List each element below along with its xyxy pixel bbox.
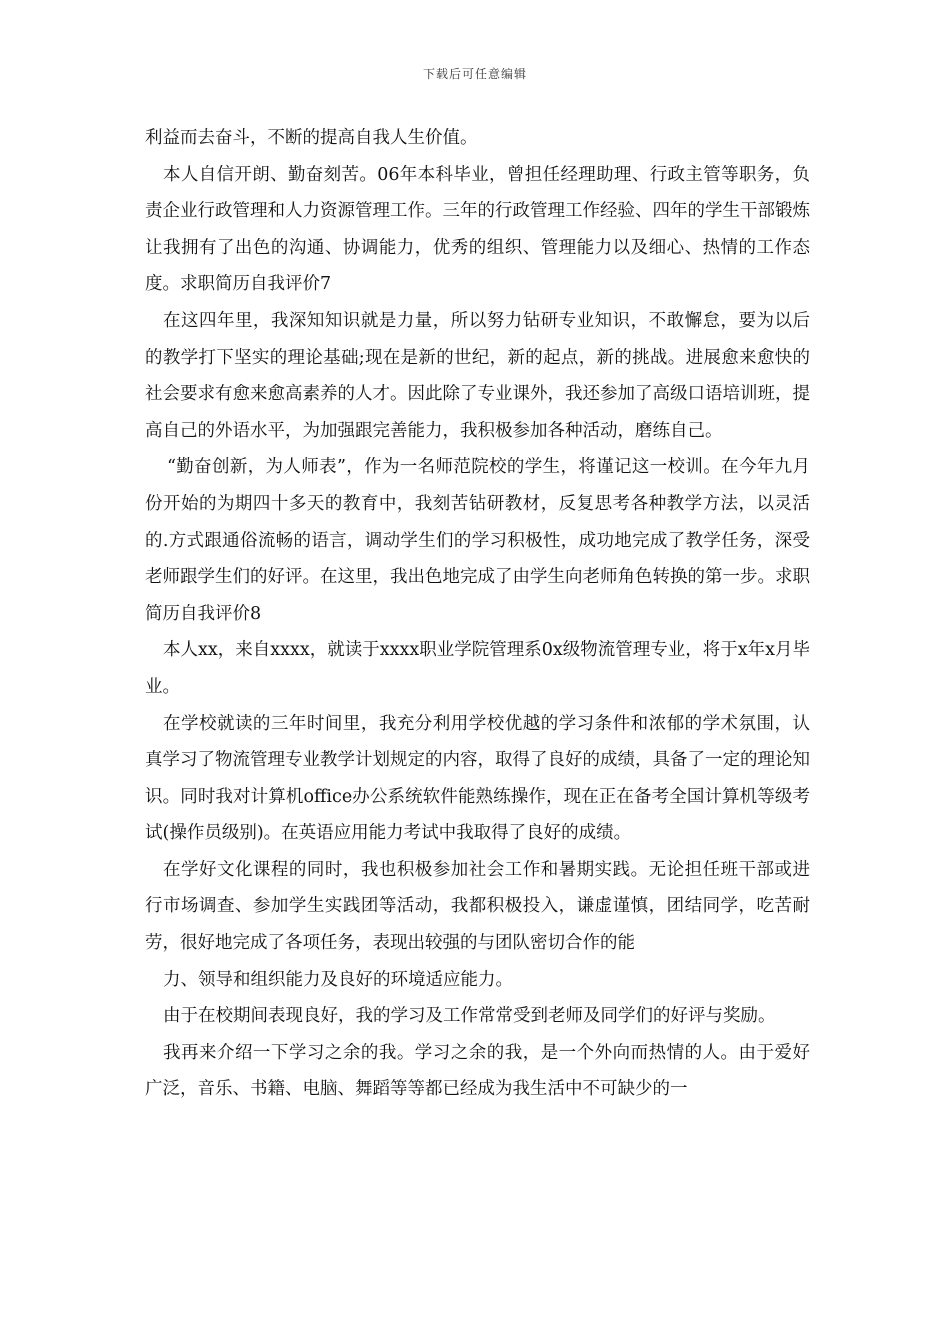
paragraph-continuation: 利益而去奋斗，不断的提高自我人生价值。 bbox=[145, 128, 478, 148]
paragraph-study: 在学校就读的三年时间里，我充分利用学校优越的学习条件和浓郁的学术氛围，认真学习了物流管理专业教学计划规定的内容，取得了良好的成绩，具备了一定的理论知识。同时我对计算机office办公系统软件能熟练操作，现在正在备考全国计算机等级考试(操作员级别)。在英语应用能力考试中我取得了良好的成绩。 bbox=[145, 713, 810, 844]
document-body bbox=[145, 120, 810, 1108]
paragraph-social-practice: 在学好文化课程的同时，我也积极参加社会工作和暑期实践。无论担任班干部或进行市场调查、参加学生实践团等活动，我都积极投入，谦虚谨慎，团结同学，吃苦耐劳，很好地完成了各项任务，表现出较强的与团队密切合作的能 bbox=[145, 859, 810, 954]
paragraph-self-intro: 本人自信开朗、勤奋刻苦。06年本科毕业，曾担任经理助理、行政主管等职务，负责企业行政管理和人力资源管理工作。三年的行政管理工作经验、四年的学生干部锻炼让我拥有了出色的沟通、协调能力，优秀的组织、管理能力以及细心、热情的工作态度。求职简历自我评价7 bbox=[145, 164, 810, 295]
paragraph-motto: “勤奋创新，为人师表”，作为一名师范院校的学生，将谨记这一校训。在今年九月份开始的为期四十多天的教育中，我刻苦钻研教材，反复思考各种教学方法，以灵活的.方式跟通俗流畅的语言，调动学生们的学习积极性，成功地完成了教学任务，深受老师跟学生们的好评。在这里，我出色地完成了由学生向老师角色转换的第一步。求职简历自我评价8 bbox=[145, 457, 810, 624]
paragraph-abilities: 力、领导和组织能力及良好的环境适应能力。 bbox=[163, 969, 513, 990]
paragraph-awards: 由于在校期间表现良好，我的学习及工作常常受到老师及同学们的好评与奖励。 bbox=[163, 1006, 776, 1027]
page-header: 下载后可任意编辑 bbox=[422, 67, 527, 81]
paragraph-hobbies: 我再来介绍一下学习之余的我。学习之余的我，是一个外向而热情的人。由于爱好广泛，音乐、书籍、电脑、舞蹈等等都已经成为我生活中不可缺少的一 bbox=[145, 1042, 810, 1100]
paragraph-four-years: 在这四年里，我深知知识就是力量，所以努力钻研专业知识，不敢懈怠，要为以后的教学打下坚实的理论基础;现在是新的世纪，新的起点，新的挑战。进展愈来愈快的社会要求有愈来愈高素养的人才。因此除了专业课外，我还参加了高级口语培训班，提高自己的外语水平，为加强跟完善能力，我积极参加各种活动，磨练自己。 bbox=[145, 310, 810, 441]
paragraph-personal-info: 本人xx，来自xxxx，就读于xxxx职业学院管理系0x级物流管理专业，将于x年x月毕业。 bbox=[145, 640, 810, 697]
